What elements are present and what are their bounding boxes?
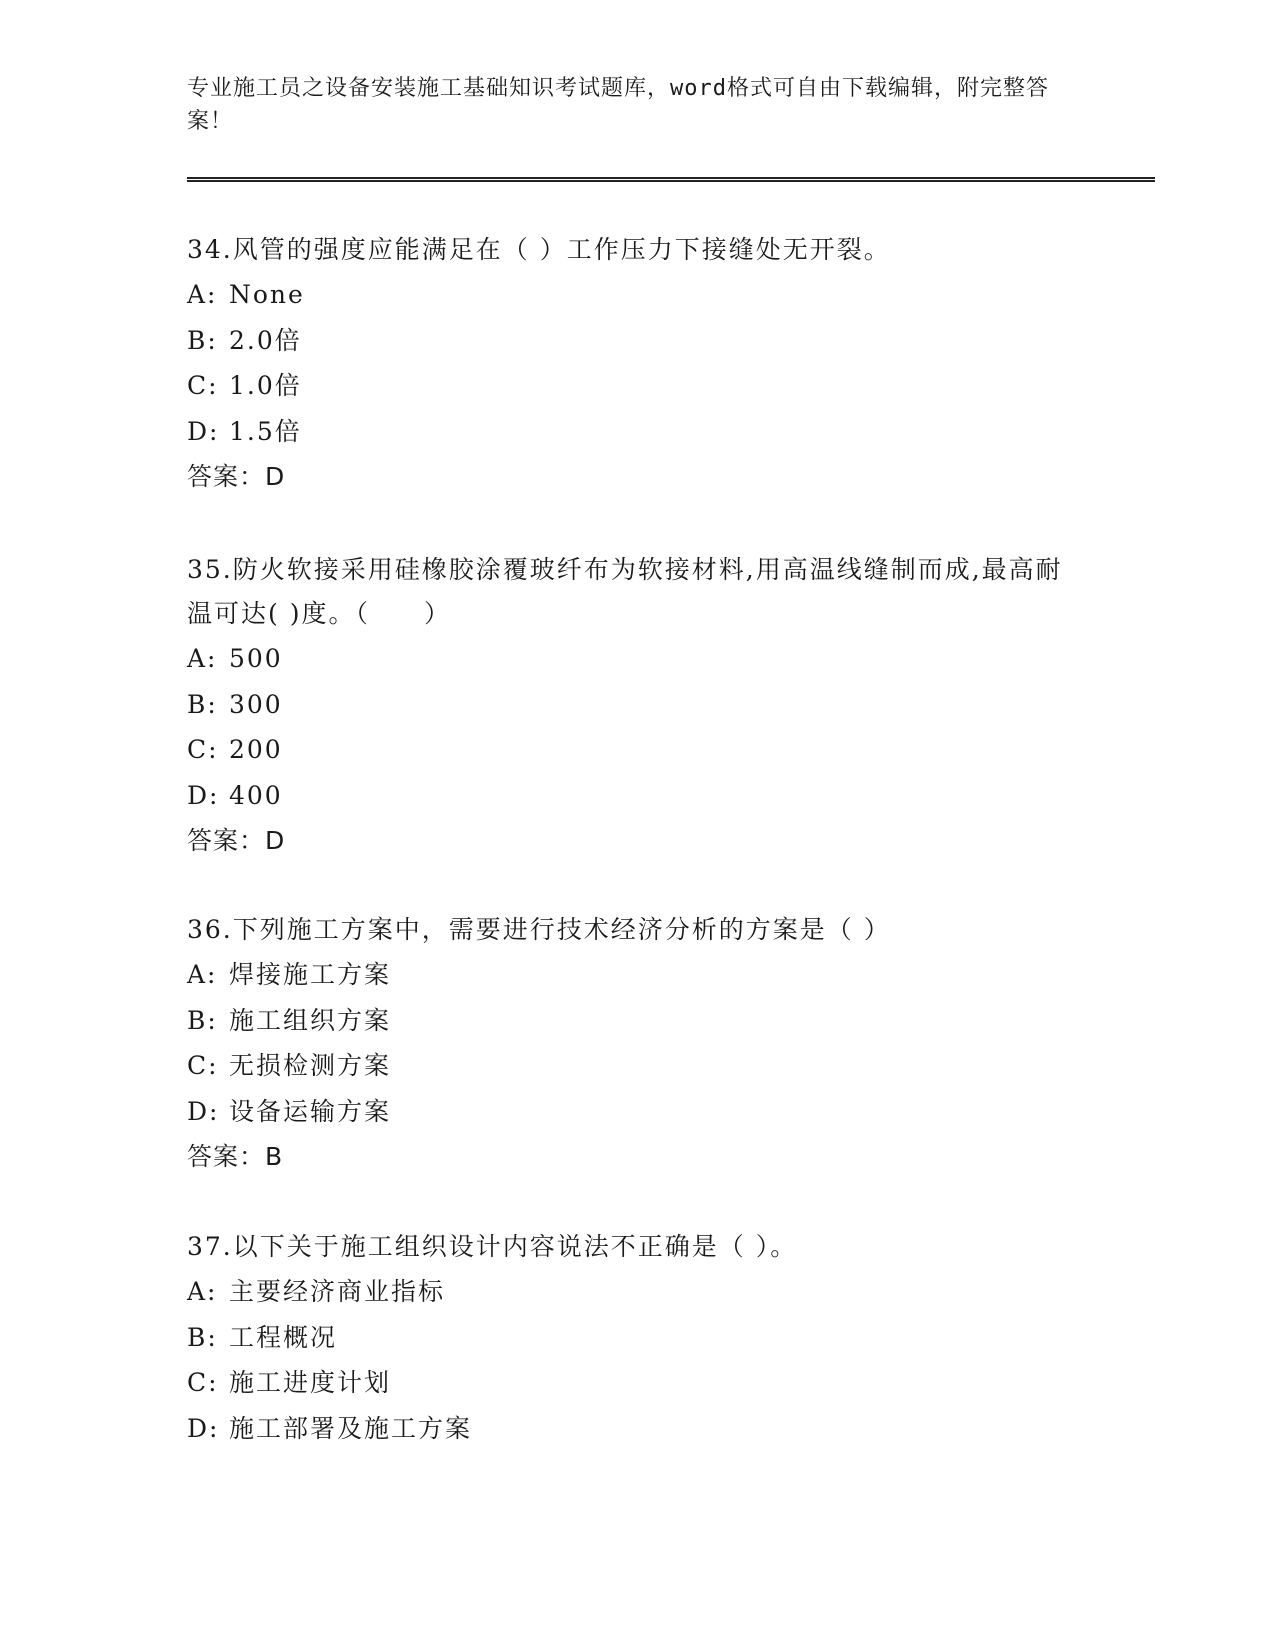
option-d	[187, 1089, 1087, 1135]
question-stem: 37.以下关于施工组织设计内容说法不正确是（ ）。	[187, 1232, 798, 1261]
option-a	[187, 272, 1087, 318]
option-letter: B:	[187, 1322, 218, 1352]
option-b	[187, 998, 1087, 1044]
question-stem: 34.风管的强度应能满足在（ ）工作压力下接缝处无开裂。	[187, 235, 891, 264]
option-text: 设备运输方案	[229, 1096, 392, 1126]
option-letter: C:	[187, 1368, 219, 1397]
option-letter: B:	[187, 1005, 218, 1035]
option-letter: C:	[187, 371, 219, 400]
question-36	[187, 908, 1087, 1180]
option-b	[187, 1315, 1087, 1361]
option-letter: C:	[187, 735, 219, 764]
option-text: 300	[229, 689, 283, 719]
option-a	[187, 952, 1087, 998]
option-text: 施工部署及施工方案	[229, 1413, 473, 1443]
option-text: 工程概况	[229, 1322, 338, 1352]
question-37	[187, 1225, 1087, 1451]
option-text: 200	[229, 735, 283, 764]
option-c	[187, 363, 1087, 409]
option-d	[187, 409, 1087, 455]
header-divider	[187, 177, 1155, 182]
option-text: 500	[229, 644, 283, 673]
option-text: 主要经济商业指标	[229, 1277, 446, 1306]
document-header: 专业施工员之设备安装施工基础知识考试题库，word格式可自由下载编辑，附完整答案！	[187, 76, 1049, 134]
option-letter: C:	[187, 1051, 219, 1080]
option-d	[187, 1406, 1087, 1452]
question-stem: 36.下列施工方案中，需要进行技术经济分析的方案是（ ）	[187, 915, 891, 944]
option-d	[187, 773, 1087, 819]
option-letter: B:	[187, 325, 218, 355]
question-34	[187, 228, 1087, 500]
option-a	[187, 1269, 1087, 1315]
option-b	[187, 318, 1087, 364]
option-text: 1.0倍	[229, 371, 302, 400]
answer: 答案：D	[187, 462, 286, 491]
question-stem: 35.防火软接采用硅橡胶涂覆玻纤布为软接材料,用高温线缝制而成,最高耐温可达( )度。（ ）	[187, 555, 1063, 628]
answer: 答案：B	[187, 1142, 284, 1171]
option-b	[187, 682, 1087, 728]
option-letter: A:	[187, 960, 218, 989]
option-letter: D:	[187, 416, 220, 446]
option-letter: A:	[187, 280, 218, 309]
option-letter: A:	[187, 644, 218, 673]
option-text: 1.5倍	[229, 416, 302, 446]
option-c	[187, 1360, 1087, 1406]
option-text: None	[229, 280, 305, 309]
option-text: 施工组织方案	[229, 1005, 392, 1035]
option-letter: A:	[187, 1277, 218, 1306]
option-text: 施工进度计划	[229, 1368, 392, 1397]
option-c	[187, 1043, 1087, 1089]
option-a	[187, 636, 1087, 682]
option-letter: D:	[187, 1413, 220, 1443]
option-letter: D:	[187, 780, 220, 810]
option-letter: D:	[187, 1096, 220, 1126]
question-35	[187, 548, 1087, 864]
option-text: 2.0倍	[229, 325, 302, 355]
answer: 答案：D	[187, 826, 286, 855]
option-text: 焊接施工方案	[229, 960, 392, 989]
option-letter: B:	[187, 689, 218, 719]
option-text: 400	[229, 780, 283, 810]
option-c	[187, 727, 1087, 773]
option-text: 无损检测方案	[229, 1051, 392, 1080]
